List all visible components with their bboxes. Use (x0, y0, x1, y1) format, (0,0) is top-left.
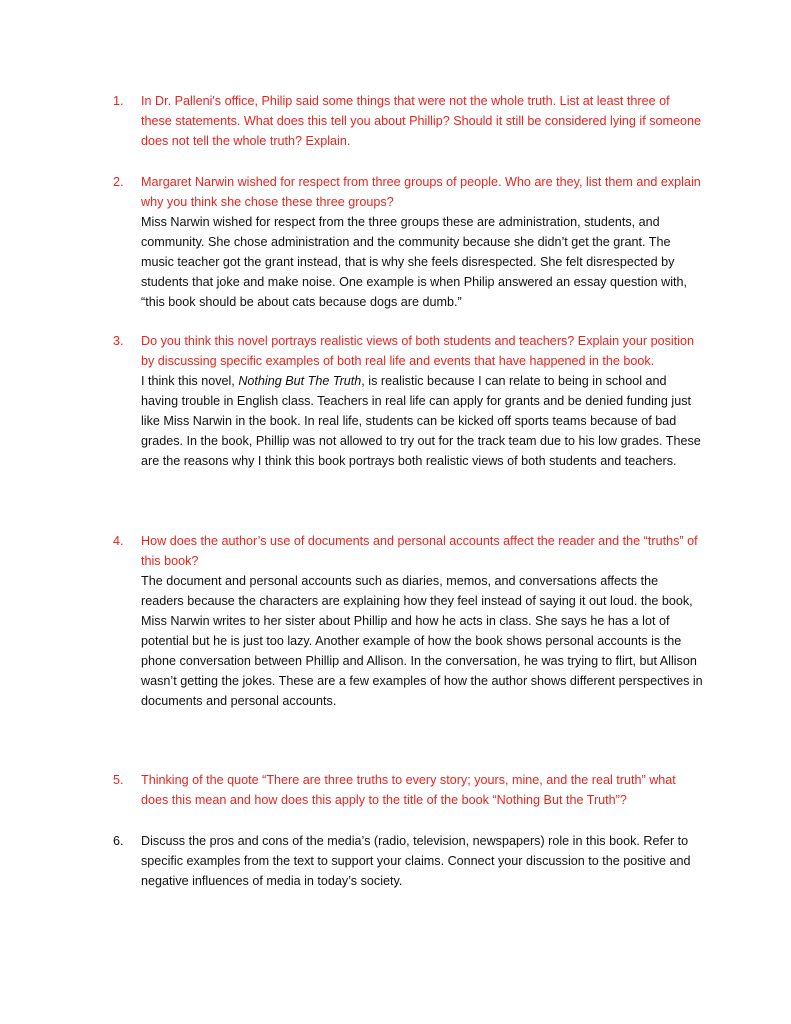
question-text: Thinking of the quote “There are three truths to every story; yours, mine, and the real truth” what does this mean and how does this apply to the title of the book “Nothing But the Truth”? (141, 773, 676, 807)
list-item-2 (113, 172, 703, 312)
list-item-6 (113, 831, 703, 891)
item-number: 6. (113, 834, 124, 848)
question-text: Margaret Narwin wished for respect from three groups of people. Who are they, list them and explain why you think she chose these three groups? (141, 175, 701, 209)
list-item-3 (113, 331, 703, 471)
item-number: 2. (113, 175, 124, 189)
question-text: How does the author’s use of documents and personal accounts affect the reader and the “truths” of this book? (141, 534, 698, 568)
item-number: 4. (113, 534, 124, 548)
item-number: 5. (113, 773, 124, 787)
answer-text-end: , is realistic because I can relate to being in school and having trouble in English class. Teachers in real life can apply for grants and be denied funding just like Miss Narwin in the book. In real life, students can be kicked off sports teams because of bad grades. In the book, Phillip was not allowed to try out for the track team due to his low grades. These are the reasons why I think this book portrays both realistic views of both students and teachers. (141, 374, 701, 468)
answer-text-start: I think this novel, (141, 374, 239, 388)
question-text: In Dr. Palleni's office, Philip said some things that were not the whole truth. List at least three of these statements. What does this tell you about Phillip? Should it still be considered lying if someone does not tell the whole truth? Explain. (141, 94, 702, 148)
item-number: 1. (113, 94, 124, 108)
answer-text: The document and personal accounts such as diaries, memos, and conversations affects the readers because the characters are explaining how they feel instead of saying it out loud. the book, Miss Narwin writes to her sister about Phillip and how he acts in class. She says he has a lot of potential but he is just too lazy. Another example of how the book shows personal accounts is the phone conversation between Phillip and Allison. In the conversation, he was trying to flirt, but Allison wasn’t getting the jokes. These are a few examples of how the author shows different perspectives in documents and personal accounts. (141, 574, 703, 708)
answer-text: Miss Narwin wished for respect from the three groups these are administration, students, and community. She chose administration and the community because she didn’t get the grant. The music teacher got the grant instead, that is why she feels disrespected. She felt disrespected by students that joke and make noise. One example is when Philip answered an essay question with, “this book should be about cats because dogs are dumb.” (141, 215, 688, 309)
answer-text (141, 371, 703, 471)
book-title-italic: Nothing But The Truth (238, 374, 362, 388)
question-text: Discuss the pros and cons of the media’s (radio, television, newspapers) role in this book. Refer to specific examples from the text to support your claims. Connect your discussion to the positive and negative influences of media in today’s society. (141, 834, 691, 888)
list-item-1 (113, 91, 703, 151)
item-number: 3. (113, 334, 124, 348)
question-text: Do you think this novel portrays realistic views of both students and teachers? Explain your position by discussing specific examples of both real life and events that have happened in the book. (141, 334, 695, 368)
list-item-4 (113, 531, 703, 711)
list-item-5 (113, 770, 703, 810)
